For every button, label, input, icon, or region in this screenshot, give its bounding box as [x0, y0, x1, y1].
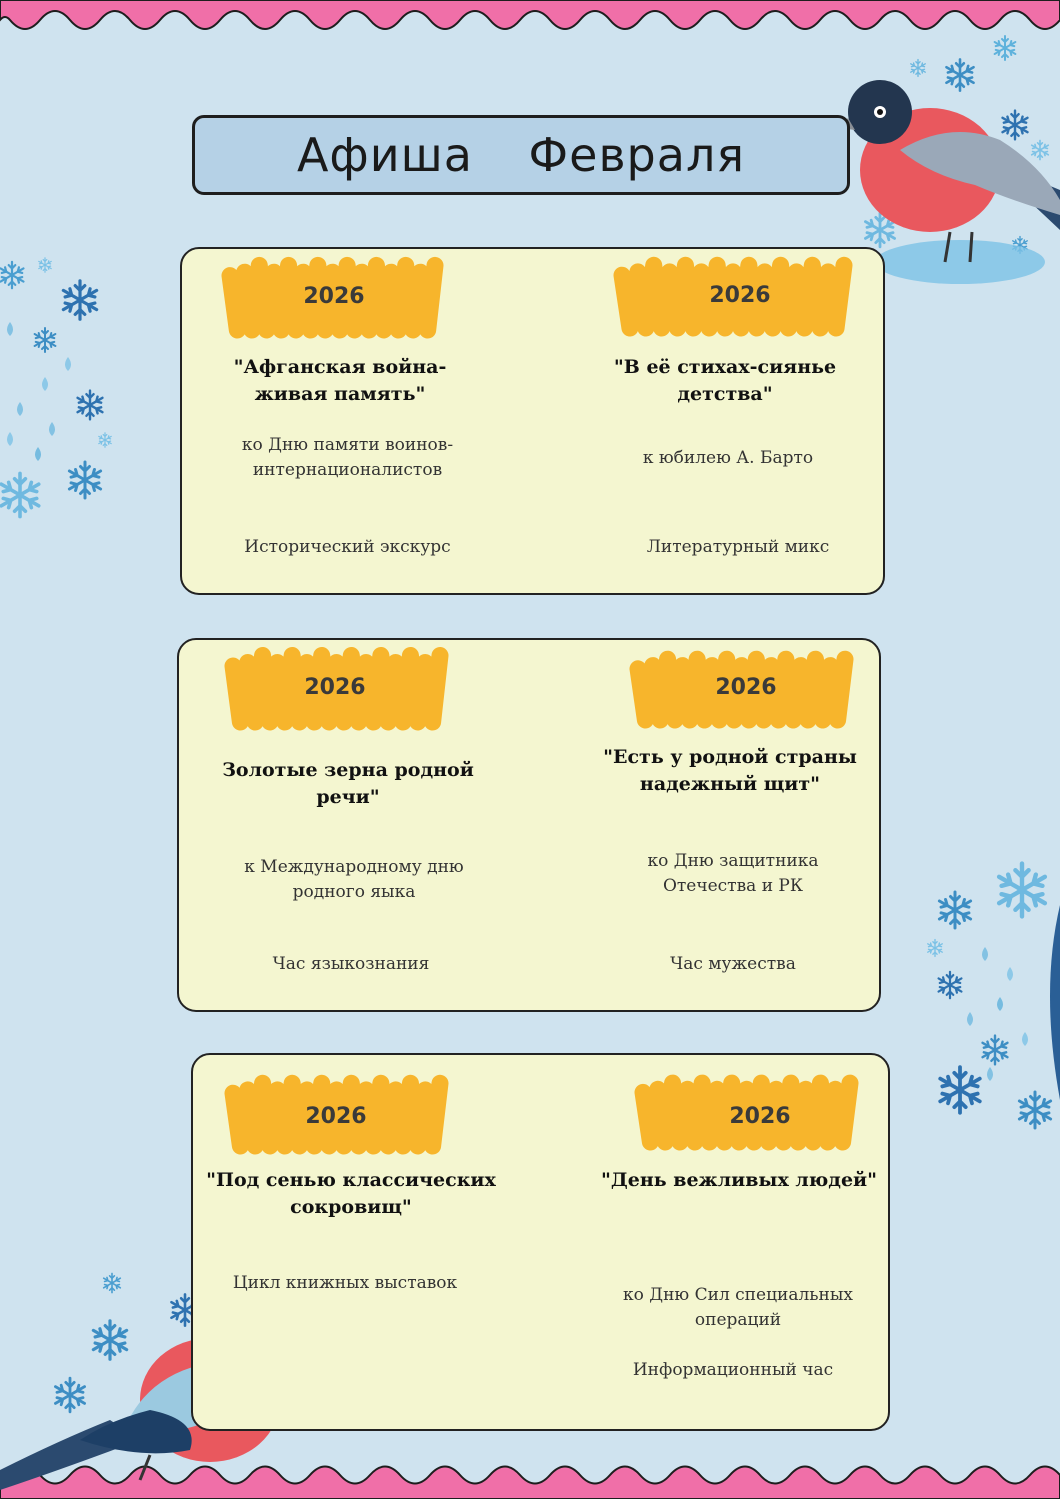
event-description: ко Дню Сил специальных операций [623, 1285, 853, 1330]
event-year: 2026 [709, 283, 771, 308]
event-title: Золотые зерна родной речи" [222, 759, 474, 808]
event-description: ко Дню памяти воинов-интернационалистов [241, 435, 454, 480]
event-year: 2026 [303, 284, 365, 309]
right-edge-ornament [1050, 905, 1060, 1100]
event-year: 2026 [729, 1104, 791, 1129]
event-format: Час мужества [670, 954, 796, 974]
snowflake-icon-cluster-right [928, 864, 1051, 1128]
event-format: Литературный микс [646, 537, 830, 557]
event-format: Информационный час [632, 1360, 834, 1380]
event-description: к юбилею А. Барто [642, 448, 814, 468]
event-title: "Афганская война-живая память" [233, 356, 447, 405]
event-title: "Под сенью классических сокровищ" [206, 1169, 496, 1218]
event-format: Час языкознания [272, 954, 430, 974]
event-description: ко Дню защитника Отечества и РК [647, 851, 819, 896]
bottom-wave-border [0, 1467, 1060, 1499]
event-year: 2026 [304, 675, 366, 700]
event-year: 2026 [715, 675, 777, 700]
event-title: "Есть у родной страны надежный щит" [603, 746, 857, 795]
snowflake-icon-cluster-left [1, 258, 112, 517]
event-year: 2026 [305, 1104, 367, 1129]
event-description: к Международному дню родного яыка [244, 857, 464, 902]
page-title: Афиша Февраля [296, 128, 746, 182]
event-format: Исторический экскурс [244, 537, 451, 557]
event-title: "День вежливых людей" [600, 1169, 878, 1191]
event-description: Цикл книжных выставок [232, 1273, 458, 1293]
top-wave-border [0, 0, 1060, 29]
event-title: "В её стихах-сиянье детства" [613, 356, 837, 405]
